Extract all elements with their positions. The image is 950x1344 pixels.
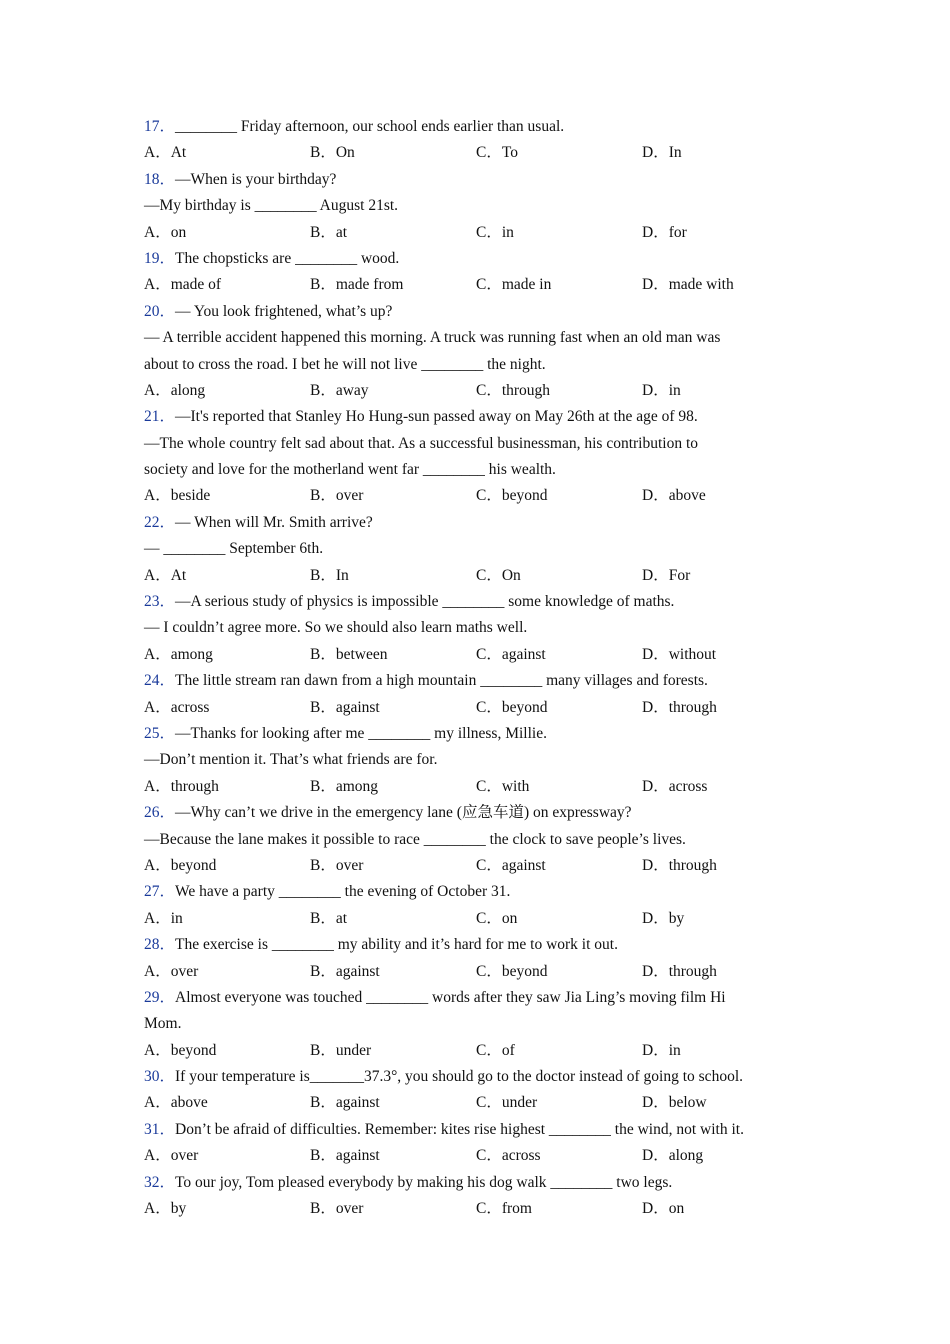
question-2 xyxy=(144,246,804,299)
question-text: about to cross the road. I bet he will not live ________ the night. xyxy=(144,355,546,373)
question-0 xyxy=(144,114,804,167)
question-stem xyxy=(144,299,804,325)
answer-option-d[interactable]: D．without xyxy=(642,645,717,663)
question-continuation xyxy=(144,352,804,378)
question-stem xyxy=(144,1170,804,1196)
question-number: 17． xyxy=(144,118,176,135)
question-continuation xyxy=(144,827,804,853)
question-number: 29． xyxy=(144,988,176,1006)
question-continuation xyxy=(144,1011,804,1037)
answer-option-d[interactable]: D．along xyxy=(642,1147,704,1165)
answer-option-a[interactable]: A．through xyxy=(144,777,219,795)
answer-option-c[interactable]: C．on xyxy=(476,909,518,927)
question-number: 21． xyxy=(144,408,176,426)
answer-option-b[interactable]: B．at xyxy=(310,223,348,241)
answer-options xyxy=(144,140,804,166)
question-stem xyxy=(144,1117,804,1143)
question-5 xyxy=(144,510,804,589)
question-text: — ________ September 6th. xyxy=(144,540,324,558)
question-stem xyxy=(144,985,804,1011)
question-text: The chopsticks are ________ wood. xyxy=(175,249,400,267)
answer-options xyxy=(144,1090,804,1116)
answer-option-b[interactable]: B．at xyxy=(310,909,348,927)
question-text: — I couldn’t agree more. So we should also learn maths well. xyxy=(144,619,528,637)
question-stem xyxy=(144,589,804,615)
answer-options xyxy=(144,563,804,589)
answer-option-a[interactable]: A．along xyxy=(144,381,206,399)
answer-option-c[interactable]: C．made in xyxy=(476,276,552,294)
answer-option-b[interactable]: B．against xyxy=(310,1147,380,1165)
answer-option-d[interactable]: D．In xyxy=(642,144,682,162)
question-stem xyxy=(144,668,804,694)
answer-option-a[interactable]: A．At xyxy=(144,144,187,162)
question-4 xyxy=(144,404,804,510)
answer-option-d[interactable]: D．For xyxy=(642,566,691,584)
question-number: 28． xyxy=(144,936,176,954)
answer-options xyxy=(144,853,804,879)
answer-options xyxy=(144,774,804,800)
answer-option-c[interactable]: C．On xyxy=(476,566,521,584)
question-number: 22． xyxy=(144,513,176,531)
answer-option-b[interactable]: B．against xyxy=(310,698,380,716)
answer-options xyxy=(144,642,804,668)
answer-option-b[interactable]: B．between xyxy=(310,645,388,663)
answer-option-b[interactable]: B．On xyxy=(310,144,355,162)
answer-option-d[interactable]: D．above xyxy=(642,487,706,505)
answer-option-c[interactable]: C．with xyxy=(476,777,530,795)
question-number: 19． xyxy=(144,249,176,267)
question-text: —My birthday is ________ August 21st. xyxy=(144,197,399,215)
question-15 xyxy=(144,1170,804,1223)
question-stem xyxy=(144,404,804,430)
answer-options xyxy=(144,1143,804,1169)
question-3 xyxy=(144,299,804,405)
question-text: —The whole country felt sad about that. As a successful businessman, his contribution to xyxy=(144,434,699,452)
question-list xyxy=(144,114,804,1222)
answer-option-b[interactable]: B．among xyxy=(310,777,379,795)
question-continuation xyxy=(144,536,804,562)
question-14 xyxy=(144,1117,804,1170)
question-continuation xyxy=(144,615,804,641)
answer-option-b[interactable]: B．over xyxy=(310,856,364,874)
answer-option-a[interactable]: A．on xyxy=(144,223,187,241)
question-6 xyxy=(144,589,804,668)
question-text: —Thanks for looking after me ________ my illness, Millie. xyxy=(175,724,547,742)
question-text: —When is your birthday? xyxy=(175,170,337,188)
answer-options xyxy=(144,483,804,509)
answer-option-a[interactable]: A．above xyxy=(144,1094,208,1112)
answer-option-d[interactable]: D．across xyxy=(642,777,708,795)
answer-option-c[interactable]: C．under xyxy=(476,1094,538,1112)
question-continuation xyxy=(144,457,804,483)
answer-option-d[interactable]: D．on xyxy=(642,1200,685,1218)
question-continuation xyxy=(144,325,804,351)
answer-option-a[interactable]: A．in xyxy=(144,909,183,927)
answer-option-a[interactable]: A．over xyxy=(144,1147,199,1165)
answer-option-b[interactable]: B．against xyxy=(310,1094,380,1112)
question-stem xyxy=(144,167,804,193)
question-11 xyxy=(144,932,804,985)
question-stem xyxy=(144,114,804,140)
question-text: —Don’t mention it. That’s what friends are for. xyxy=(144,751,438,769)
answer-option-b[interactable]: B．made from xyxy=(310,276,404,294)
question-12 xyxy=(144,985,804,1064)
answer-option-c[interactable]: C．against xyxy=(476,856,546,874)
question-text: Don’t be afraid of difficulties. Remember: kites rise highest ________ the wind, not with it. xyxy=(175,1120,744,1138)
question-text: — When will Mr. Smith arrive? xyxy=(175,513,373,531)
question-continuation xyxy=(144,747,804,773)
answer-option-c[interactable]: C．of xyxy=(476,1041,515,1059)
answer-option-a[interactable]: A．across xyxy=(144,698,210,716)
answer-option-c[interactable]: C．beyond xyxy=(476,698,548,716)
question-number: 26． xyxy=(144,804,176,822)
answer-option-a[interactable]: A．beyond xyxy=(144,1041,217,1059)
question-text: —Why can’t we drive in the emergency lane (应急车道) on expressway? xyxy=(175,804,632,822)
question-text: Almost everyone was touched ________ words after they saw Jia Ling’s moving film Hi xyxy=(175,988,726,1006)
answer-options xyxy=(144,1038,804,1064)
answer-option-b[interactable]: B．In xyxy=(310,566,349,584)
question-number: 18． xyxy=(144,170,176,188)
question-text: Mom. xyxy=(144,1015,182,1033)
answer-option-c[interactable]: C．through xyxy=(476,381,551,399)
answer-option-a[interactable]: A．over xyxy=(144,962,199,980)
answer-option-d[interactable]: D．by xyxy=(642,909,685,927)
question-number: 24． xyxy=(144,672,176,690)
question-number: 31． xyxy=(144,1120,176,1138)
question-13 xyxy=(144,1064,804,1117)
question-stem xyxy=(144,932,804,958)
answer-option-d[interactable]: D．through xyxy=(642,856,717,874)
question-text: ________ Friday afternoon, our school ends earlier than usual. xyxy=(175,118,565,135)
answer-option-d[interactable]: D．made with xyxy=(642,276,734,294)
answer-option-a[interactable]: A．At xyxy=(144,566,187,584)
answer-option-a[interactable]: A．made of xyxy=(144,276,222,294)
question-continuation xyxy=(144,193,804,219)
question-text: — A terrible accident happened this morning. A truck was running fast when an old man was xyxy=(144,329,721,347)
question-text: The exercise is ________ my ability and it’s hard for me to work it out. xyxy=(175,936,618,954)
question-stem xyxy=(144,246,804,272)
question-text: To our joy, Tom pleased everybody by making his dog walk ________ two legs. xyxy=(175,1173,673,1191)
answer-options xyxy=(144,695,804,721)
question-1 xyxy=(144,167,804,246)
answer-option-c[interactable]: C．To xyxy=(476,144,518,162)
answer-option-d[interactable]: D．through xyxy=(642,698,717,716)
question-text: — You look frightened, what’s up? xyxy=(175,302,393,320)
question-stem xyxy=(144,1064,804,1090)
question-text: —It's reported that Stanley Ho Hung-sun passed away on May 26th at the age of 98. xyxy=(175,408,698,426)
question-9 xyxy=(144,800,804,879)
answer-option-d[interactable]: D．in xyxy=(642,381,681,399)
answer-option-a[interactable]: A．beyond xyxy=(144,856,217,874)
question-text: —Because the lane makes it possible to race ________ the clock to save people’s lives. xyxy=(144,830,686,848)
question-text: The little stream ran dawn from a high mountain ________ many villages and forests. xyxy=(175,672,708,690)
answer-option-c[interactable]: C．beyond xyxy=(476,487,548,505)
question-continuation xyxy=(144,431,804,457)
question-stem xyxy=(144,721,804,747)
answer-options xyxy=(144,1196,804,1222)
answer-option-b[interactable]: B．under xyxy=(310,1041,372,1059)
answer-option-c[interactable]: C．from xyxy=(476,1200,532,1218)
question-number: 20． xyxy=(144,302,176,320)
answer-options xyxy=(144,378,804,404)
question-stem xyxy=(144,510,804,536)
question-number: 23． xyxy=(144,593,176,611)
answer-option-c[interactable]: C．beyond xyxy=(476,962,548,980)
answer-option-c[interactable]: C．across xyxy=(476,1147,541,1165)
answer-option-b[interactable]: B．over xyxy=(310,1200,364,1218)
answer-option-a[interactable]: A．by xyxy=(144,1200,187,1218)
answer-options xyxy=(144,959,804,985)
question-number: 27． xyxy=(144,883,176,901)
question-text: society and love for the motherland went far ________ his wealth. xyxy=(144,461,556,479)
answer-option-a[interactable]: A．beside xyxy=(144,487,211,505)
question-7 xyxy=(144,668,804,721)
answer-option-b[interactable]: B．away xyxy=(310,381,369,399)
answer-option-c[interactable]: C．against xyxy=(476,645,546,663)
answer-options xyxy=(144,272,804,298)
question-number: 32． xyxy=(144,1173,176,1191)
question-text: We have a party ________ the evening of October 31. xyxy=(175,883,511,901)
answer-options xyxy=(144,906,804,932)
question-10 xyxy=(144,879,804,932)
question-text: —A serious study of physics is impossible ________ some knowledge of maths. xyxy=(175,593,675,611)
answer-option-a[interactable]: A．among xyxy=(144,645,213,663)
answer-options xyxy=(144,220,804,246)
question-stem xyxy=(144,879,804,905)
question-stem xyxy=(144,800,804,826)
answer-option-d[interactable]: D．below xyxy=(642,1094,707,1112)
question-8 xyxy=(144,721,804,800)
answer-option-b[interactable]: B．against xyxy=(310,962,380,980)
answer-option-b[interactable]: B．over xyxy=(310,487,364,505)
answer-option-d[interactable]: D．in xyxy=(642,1041,681,1059)
question-number: 30． xyxy=(144,1068,176,1086)
answer-option-c[interactable]: C．in xyxy=(476,223,514,241)
question-text: If your temperature is_______37.3°, you should go to the doctor instead of going to school. xyxy=(175,1068,743,1086)
answer-option-d[interactable]: D．through xyxy=(642,962,717,980)
question-number: 25． xyxy=(144,724,176,742)
answer-option-d[interactable]: D．for xyxy=(642,223,687,241)
